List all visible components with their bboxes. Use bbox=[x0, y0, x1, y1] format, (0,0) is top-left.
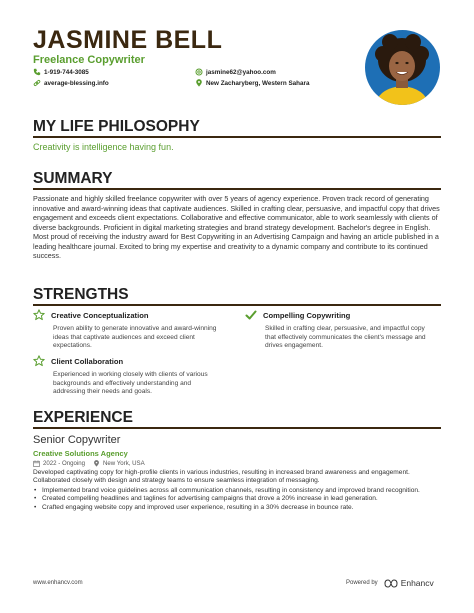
summary-divider bbox=[33, 188, 441, 190]
strengths-heading: STRENGTHS bbox=[33, 286, 129, 303]
contact-phone[interactable] bbox=[33, 68, 89, 76]
philosophy-heading: MY LIFE PHILOSOPHY bbox=[33, 118, 200, 135]
job-bullet-list bbox=[33, 487, 433, 512]
contact-location bbox=[195, 79, 309, 87]
job-dates: 2022 - Ongoing bbox=[43, 460, 86, 467]
enhancv-logo bbox=[384, 578, 434, 588]
location-pin-icon bbox=[195, 79, 203, 87]
candidate-name: JASMINE BELL bbox=[33, 26, 223, 54]
job-bullet: • Created compelling headlines and taglines for advertising campaigns that drove a 20% increase in lead generation. bbox=[33, 495, 433, 503]
star-outline-icon bbox=[33, 355, 45, 367]
footer-powered-by[interactable] bbox=[346, 578, 434, 588]
summary-heading: SUMMARY bbox=[33, 170, 113, 187]
job-bullet: • Crafted engaging website copy and improved user experience, resulting in a 30% decrease in bounce rate. bbox=[33, 504, 433, 512]
checkmark-icon bbox=[245, 309, 257, 321]
job-bullet: • Implemented brand voice guidelines across all communication channels, resulting in consistency and improved brand recognition. bbox=[33, 487, 433, 495]
strength-title: Client Collaboration bbox=[51, 356, 124, 366]
profile-photo bbox=[365, 30, 440, 105]
website-text: average-blessing.info bbox=[44, 79, 109, 87]
calendar-icon bbox=[33, 460, 40, 467]
enhancv-logo-icon bbox=[384, 579, 398, 588]
summary-text: Passionate and highly skilled freelance copywriter with over 5 years of agency experience. Proven track record of generating innovative and award-winning ideas that captivate audiences. Skilled in crafting clear, persuasive, and impactful copy that drives engagement and exceeds client expectations. Collaborative and effective communicator, able to work seamlessly with clients of diverse backgrounds. Proficient in digital marketing strategies and brand strategy development. Bachelor's degree in English. Most proud of receiving the industry award for Best Copywriting in an Advertising Campaign and having an article published in a leading healthcare journal. Excited to bring my expertise and creativity to a dynamic company and contribute to its continued success. bbox=[33, 194, 440, 260]
phone-text: 1-919-744-3085 bbox=[44, 68, 89, 76]
at-icon bbox=[195, 68, 203, 76]
experience-divider bbox=[33, 427, 441, 429]
strength-item bbox=[33, 309, 223, 351]
strength-item bbox=[33, 355, 223, 397]
strength-description: Skilled in crafting clear, persuasive, and impactful copy that effectively communicates the client's message and drives engagement. bbox=[265, 325, 426, 350]
experience-heading: EXPERIENCE bbox=[33, 409, 133, 426]
strength-description: Proven ability to generate innovative and award-winning ideas that captivate audiences and exceed client expectations. bbox=[53, 325, 217, 350]
job-meta bbox=[33, 460, 145, 467]
location-text: New Zacharyberg, Western Sahara bbox=[206, 79, 310, 87]
enhancv-brand-text: Enhancv bbox=[400, 578, 434, 588]
job-company: Creative Solutions Agency bbox=[33, 449, 128, 458]
link-icon bbox=[33, 79, 41, 87]
strength-description: Experienced in working closely with clients of various backgrounds and effectively understanding and addressing their needs and goals. bbox=[53, 371, 208, 396]
contact-email[interactable] bbox=[195, 68, 276, 76]
philosophy-divider bbox=[33, 136, 441, 138]
footer-website-link[interactable]: www.enhancv.com bbox=[33, 580, 83, 586]
candidate-role: Freelance Copywriter bbox=[33, 54, 145, 66]
strengths-divider bbox=[33, 304, 441, 306]
strength-title: Compelling Copywriting bbox=[263, 310, 351, 320]
strength-item bbox=[245, 309, 435, 351]
email-text: jasmine62@yahoo.com bbox=[206, 68, 276, 76]
strength-title: Creative Conceptualization bbox=[51, 310, 149, 320]
powered-by-label: Powered by bbox=[346, 580, 378, 586]
star-outline-icon bbox=[33, 309, 45, 321]
phone-icon bbox=[33, 68, 41, 76]
job-title: Senior Copywriter bbox=[33, 434, 121, 446]
location-pin-icon bbox=[93, 460, 100, 467]
philosophy-text: Creativity is intelligence having fun. bbox=[33, 142, 174, 152]
contact-website[interactable] bbox=[33, 79, 109, 87]
job-location: New York, USA bbox=[103, 460, 145, 467]
job-description: Developed captivating copy for high-profile clients in various industries, resulting in increased brand awareness and engagement. Collaborated closely with design and strategy teams to ensure seamless integration of messaging. bbox=[33, 469, 410, 485]
